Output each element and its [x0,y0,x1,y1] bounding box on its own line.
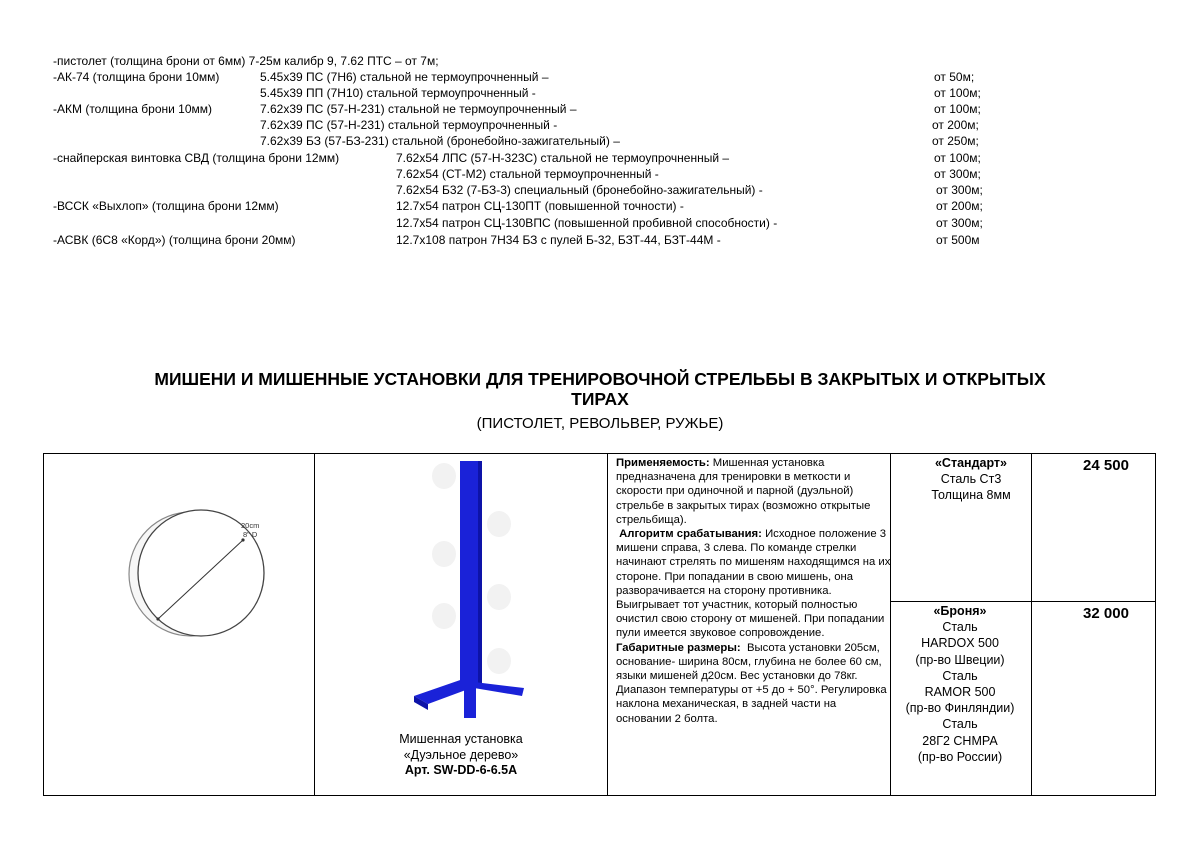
ammo-cartridge-12: 12.7x108 патрон 7Н34 БЗ с пулей Б-32, БЗТ-44, БЗТ-44М - [396,233,721,247]
dueling-tree-image [404,456,534,726]
column-divider [607,454,608,795]
algorithm-title: Алгоритм срабатывания: [619,528,762,541]
target-diagram [124,502,274,642]
ammo-weapon-2: -АК-74 (толщина брони 10мм) [53,70,220,84]
diameter-endpoint [156,617,159,620]
target-size-label-cm: 20cm [241,521,260,530]
variant-line: Сталь [942,717,978,732]
apply-title: Применяемость: [616,457,710,469]
ammo-range-2: от 50м; [934,70,975,84]
target-plate-right [487,584,511,610]
stand-pole [460,461,478,686]
stand-base-front [464,684,476,718]
price-armor: 32 000 [1083,605,1129,622]
algorithm-text: Исходное положение 3 мишени справа, 3 слева. По команде стрелки начинают стрелять по мишеням находящимся на их стороне. При попадании в свою мишень, она разворачивается на сторону противника. Выигрывает тот участник, который полностью очистил свою сторону от мишеней. При попадании пули имеется звуковое сопровождение. [616,528,891,640]
variant-line: RAMOR 500 [924,685,996,700]
stand-pole-shade [478,461,482,686]
section-title-line-1: МИШЕНИ И МИШЕННЫЕ УСТАНОВКИ ДЛЯ ТРЕНИРОВОЧНОЙ СТРЕЛЬБЫ В ЗАКРЫТЫХ И ОТКРЫТЫХ [154,369,1046,389]
ammo-cartridge-8: 7.62x54 (СТ-М2) стальной термоупрочненный - [396,167,659,181]
variant-armor [890,603,1030,765]
variant-line: (пр-во Швеции) [915,652,1005,667]
target-plate-right [487,648,511,674]
section-subtitle: (ПИСТОЛЕТ, РЕВОЛЬВЕР, РУЖЬЕ) [476,415,724,432]
ammo-cartridge-9: 7.62x54 Б32 (7-БЗ-3) специальный (бронебойно-зажигательный) - [396,183,763,197]
ammo-weapon-7: -снайперская винтовка СВД (толщина брони 12мм) [53,151,340,165]
ammo-range-12: от 500м [936,233,980,247]
column-divider [314,454,315,795]
variant-name: «Стандарт» [934,456,1008,470]
stand-base-right [474,682,524,696]
ammo-cartridge-3: 5.45x39 ПП (7Н10) стальной термоупрочненный - [260,86,536,100]
variant-line: Толщина 8мм [931,488,1011,503]
ammo-weapon-1: -пистолет (толщина брони от 6мм) 7-25м калибр 9, 7.62 ПТС – от 7м; [53,54,439,68]
ammo-range-11: от 300м; [936,216,983,230]
ammo-range-4: от 100м; [934,102,981,116]
dimensions-title: Габаритные размеры: [616,641,741,654]
ammo-cartridge-11: 12.7x54 патрон СЦ-130ВПС (повышенной пробивной способности) - [396,216,778,230]
ammo-cartridge-10: 12.7x54 патрон СЦ-130ПТ (повышенной точности) - [396,199,684,213]
variant-standard [901,455,1041,504]
ammo-range-6: от 250м; [932,134,979,148]
variant-line: Сталь [942,668,978,683]
ammo-cartridge-6: 7.62x39 БЗ (57-БЗ-231) стальной (бронебойно-зажигательный) – [260,134,620,148]
product-article: Арт. SW-DD-6-6.5A [404,763,518,777]
dimensions-text: Высота установки 205см, основание- ширина 80см, глубина не более 60 см, языки мишеней д20см. Вес установки до 78кг. Диапазон температуры от +5 до + 50°. Регулировка наклона механическая, в задней части на основании 2 болта. [616,641,887,725]
variant-name: «Броня» [933,604,987,618]
ammo-weapon-10: -ВССК «Выхлоп» (толщина брони 12мм) [53,199,279,213]
target-plate-right [487,511,511,537]
variant-line: HARDOX 500 [921,636,999,651]
column-divider [1031,454,1032,795]
ammo-range-10: от 200м; [936,199,983,213]
variant-line: (пр-во Финляндии) [905,701,1015,716]
variant-line: Сталь [942,620,978,635]
variant-line: 28Г2 СНМРА [922,733,998,748]
ammo-cartridge-4: 7.62x39 ПС (57-Н-231) стальной не термоупрочненный – [260,102,577,116]
ammo-weapon-12: -АСВК (6С8 «Корд») (толщина брони 20мм) [53,233,296,247]
ammunition-list [0,0,1200,260]
product-caption [316,732,606,779]
apply-text: Мишенная установка предназначена для тренировки в меткости и скорости при одиночной и парной (дуэльной) стрельбе в закрытых тирах (возможно открытые стрельбища). [616,457,871,526]
product-description [616,456,891,726]
ammo-weapon-4: -АКМ (толщина брони 10мм) [53,102,213,116]
ammo-range-7: от 100м; [934,151,981,165]
price-standard: 24 500 [1083,457,1129,474]
product-table [43,453,1156,796]
variant-line: (пр-во России) [917,749,1003,764]
caption-name: «Дуэльное дерево» [403,747,519,762]
target-plate-left [432,603,456,629]
ammo-range-5: от 200м; [932,118,979,132]
ammo-range-8: от 300м; [934,167,981,181]
target-plate-left [432,541,456,567]
target-plate-left [432,463,456,489]
caption-type: Мишенная установка [399,732,523,746]
section-title [0,369,1200,409]
section-title-line-2: ТИРАХ [571,389,629,409]
variant-line: Сталь Ст3 [940,472,1002,487]
ammo-cartridge-7: 7.62x54 ЛПС (57-Н-323С) стальной не термоупрочненный – [396,151,730,165]
ammo-cartridge-5: 7.62x39 ПС (57-Н-231) стальной термоупрочненный - [260,118,558,132]
ammo-range-3: от 100м; [934,86,981,100]
target-size-label-inch: 8" D [243,530,258,539]
row-divider [890,601,1156,602]
ammo-cartridge-2: 5.45x39 ПС (7Н6) стальной не термоупрочненный – [260,70,549,84]
ammo-range-9: от 300м; [936,183,983,197]
